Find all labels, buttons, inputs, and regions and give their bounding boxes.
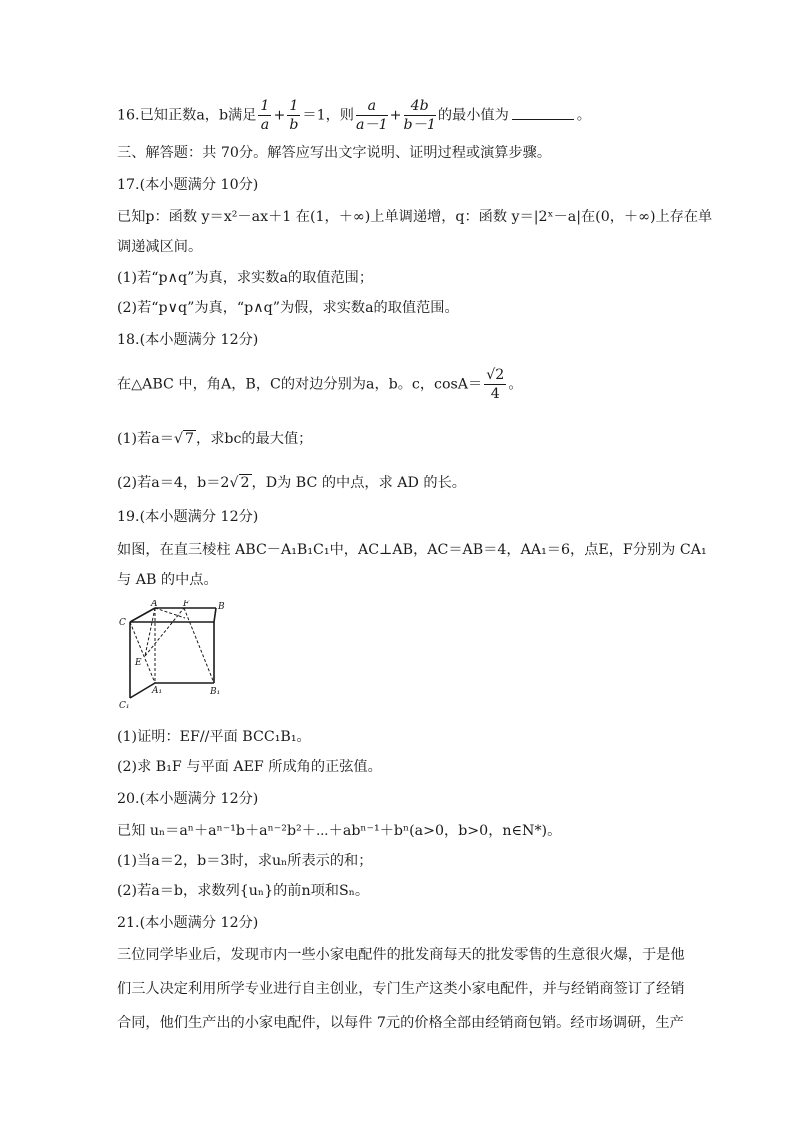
q18-stem: 在△ABC 中，角A，B，C的对边分别为a，b。c，cosA＝ $\frac{√2}{4}$ 。 <box>117 367 523 402</box>
sqrt-7: √ 7 <box>173 431 195 447</box>
q19-stem-line-1: 如图，在直三棱柱 ABC－A₁B₁C₁中，AC⊥AB，AC＝AB＝4，AA₁＝6，点E，F分别为 CA₁ <box>117 542 707 558</box>
q17-part-1: (1)若“p∧q”为真，求实数a的取值范围； <box>117 270 374 286</box>
q18-header: 18.(本小题满分 12分) <box>117 332 259 348</box>
fraction-1-over-b: $\frac{1}{b}$ <box>289 98 299 133</box>
q17-stem-line-1: 已知p：函数 y＝x²－ax＋1 在(1，＋∞)上单调递增，q：函数 y＝|2ˣ－a|在(0，＋∞)上存在单 <box>117 209 713 225</box>
fraction-sqrt2-over-4: $\frac{√2}{4}$ <box>486 367 505 402</box>
q19-part-1: (1)证明：EF//平面 BCC₁B₁。 <box>117 729 311 745</box>
q17-header: 17.(本小题满分 10分) <box>117 177 259 193</box>
vertex-label-e: E <box>135 658 142 668</box>
q16-line: 16.已知正数a，b满足 $\frac{1}{a}$ + $\frac{1}{b}$ ＝1，则 $\frac{a}{a-1}$ + $\frac{4b}{b-1}$ 的最小值为 。 <box>117 98 591 133</box>
vertex-label-b: B <box>218 602 225 612</box>
answer-blank[interactable] <box>512 105 574 120</box>
q19-header: 19.(本小题满分 12分) <box>117 509 259 525</box>
vertex-label-b1: B₁ <box>210 687 221 697</box>
q19-part-2: (2)求 B₁F 与平面 AEF 所成角的正弦值。 <box>117 759 382 775</box>
q21-stem-line-1: 三位同学毕业后，发现市内一些小家电配件的批发商每天的批发零售的生意很火爆，于是他 <box>117 947 685 963</box>
prism-figure <box>117 600 232 712</box>
vertex-label-a1: A₁ <box>152 686 163 696</box>
fraction-a-over-a-minus-1: $\frac{a}{a-1}$ <box>355 98 388 133</box>
q21-stem-line-2: 们三人决定利用所学专业进行自主创业，专门生产这类小家电配件，并与经销商签订了经销 <box>117 981 685 997</box>
q18-part-2: (2)若a＝4，b＝2√ 2 ，D为 BC 的中点，求 AD 的长。 <box>117 475 466 491</box>
q19-stem-line-2: 与 AB 的中点。 <box>117 572 218 588</box>
vertex-label-c: C <box>119 618 126 628</box>
q18-part-1: (1)若a＝√ 7 ，求bc的最大值； <box>117 431 313 447</box>
vertex-label-f: F <box>183 600 190 609</box>
q21-stem-line-3: 合同，他们生产出的小家电配件，以每件 7元的价格全部由经销商包销。经市场调研，生产 <box>117 1015 684 1031</box>
fraction-4b-over-b-minus-1: $\frac{4b}{b-1}$ <box>403 98 436 133</box>
q21-header: 21.(本小题满分 12分) <box>117 915 259 931</box>
section-3-heading: 三、解答题：共 70分。解答应写出文字说明、证明过程或演算步骤。 <box>117 145 552 161</box>
vertex-label-c1: C₁ <box>119 701 130 711</box>
q20-header: 20.(本小题满分 12分) <box>117 791 259 807</box>
sqrt-2: √ 2 <box>229 475 250 491</box>
q16-prefix: 16.已知正数a，b满足 <box>117 107 257 124</box>
q20-stem: 已知 uₙ＝aⁿ＋aⁿ⁻¹b＋aⁿ⁻²b²＋⋯＋abⁿ⁻¹＋bⁿ(a>0，b>0，n∈N*)。 <box>117 823 562 839</box>
q17-part-2: (2)若“p∨q”为真，“p∧q”为假，求实数a的取值范围。 <box>117 300 459 316</box>
q20-part-2: (2)若a＝b，求数列{uₙ}的前n项和Sₙ。 <box>117 883 370 899</box>
vertex-label-a: A <box>151 600 158 609</box>
q20-part-1: (1)当a＝2，b＝3时，求uₙ所表示的和； <box>117 853 373 869</box>
fraction-1-over-a: $\frac{1}{a}$ <box>260 98 270 133</box>
q17-stem-line-2: 调递减区间。 <box>117 239 203 255</box>
